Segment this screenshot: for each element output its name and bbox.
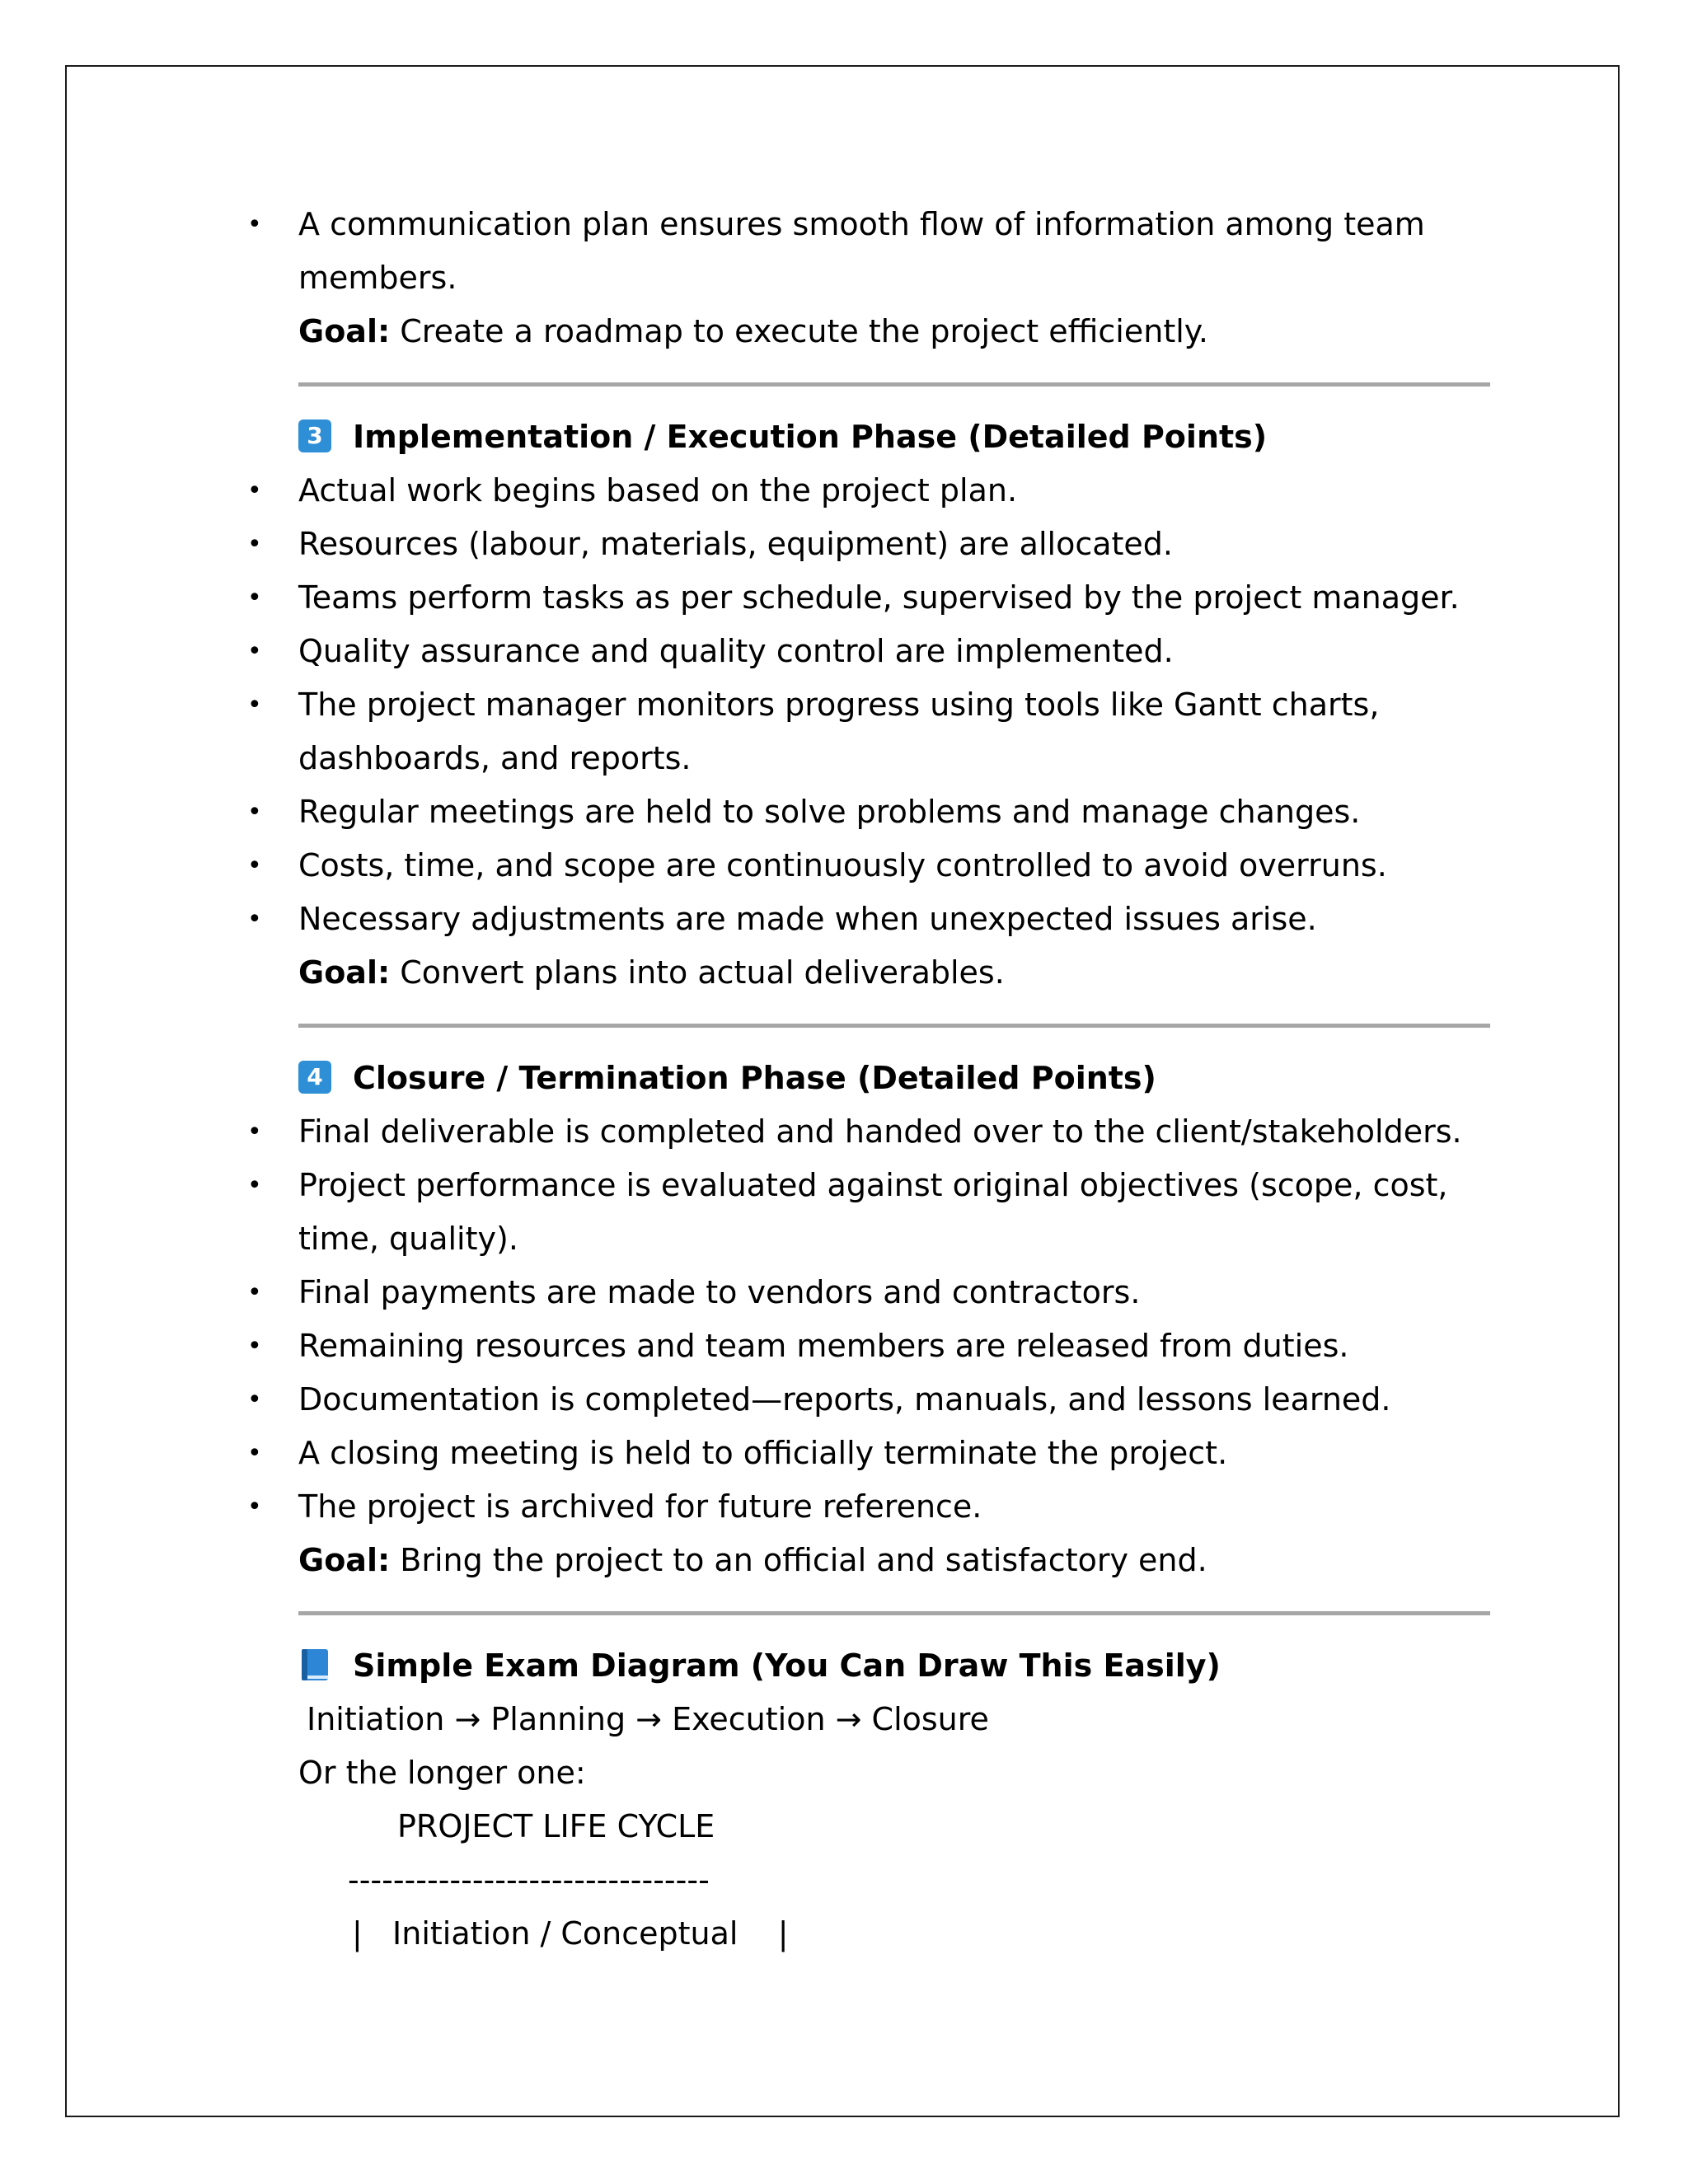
- section-divider: [298, 1611, 1490, 1615]
- list-item: • The project is archived for future reference.: [232, 1480, 1510, 1534]
- list-item: • Quality assurance and quality control are implemented.: [232, 625, 1510, 678]
- section-heading-diagram: [232, 1639, 1510, 1693]
- list-item: • Necessary adjustments are made when unexpected issues arise.: [232, 893, 1510, 946]
- keycap-3-icon: 3: [298, 419, 331, 452]
- blue-book-icon: [298, 1647, 331, 1682]
- or-line: Or the longer one:: [298, 1755, 586, 1791]
- list-item: • Final deliverable is completed and handed over to the client/stakeholders.: [232, 1105, 1510, 1159]
- list-item: • Regular meetings are held to solve problems and manage changes.: [232, 785, 1510, 839]
- goal-label: Goal:: [298, 954, 391, 991]
- diagram-box-row: | Initiation / Conceptual |: [352, 1915, 789, 1952]
- flow-line: Initiation → Planning → Execution → Closure: [307, 1701, 989, 1737]
- list-item: • Teams perform tasks as per schedule, supervised by the project manager.: [232, 571, 1510, 625]
- section-title: Implementation / Execution Phase (Detailed Points): [353, 419, 1268, 455]
- list-item: • Actual work begins based on the project plan.: [232, 464, 1510, 518]
- section-divider: [298, 1024, 1490, 1028]
- list-item-continuation: members.: [298, 260, 457, 296]
- list-item: • Costs, time, and scope are continuously controlled to avoid overruns.: [232, 839, 1510, 893]
- goal-line: [232, 305, 1510, 359]
- section-title: Simple Exam Diagram (You Can Draw This Easily): [353, 1647, 1221, 1684]
- list-item: • Resources (labour, materials, equipment) are allocated.: [232, 518, 1510, 571]
- list-item-continuation: dashboards, and reports.: [298, 740, 692, 776]
- list-item: • Final payments are made to vendors and contractors.: [232, 1266, 1510, 1319]
- list-item: • A closing meeting is held to officially terminate the project.: [232, 1427, 1510, 1480]
- diagram-dash-line: --------------------------------: [348, 1862, 710, 1898]
- goal-text: Convert plans into actual deliverables.: [390, 954, 1005, 991]
- document-content: [232, 198, 1510, 1961]
- section-heading-implementation: [232, 410, 1510, 464]
- list-item: • Remaining resources and team members are released from duties.: [232, 1319, 1510, 1373]
- list-item: • A communication plan ensures smooth flow of information among team: [232, 198, 1510, 251]
- section-divider: [298, 382, 1490, 387]
- section-heading-closure: [232, 1052, 1510, 1105]
- section-title: Closure / Termination Phase (Detailed Points): [353, 1060, 1156, 1096]
- goal-label: Goal:: [298, 313, 391, 349]
- list-item: • Project performance is evaluated against original objectives (scope, cost,: [232, 1159, 1510, 1212]
- list-item: • Documentation is completed—reports, manuals, and lessons learned.: [232, 1373, 1510, 1427]
- goal-line: [232, 946, 1510, 1000]
- goal-text: Bring the project to an official and satisfactory end.: [390, 1542, 1207, 1578]
- goal-line: [232, 1534, 1510, 1587]
- goal-text: Create a roadmap to execute the project efficiently.: [390, 313, 1208, 349]
- list-item-continuation: time, quality).: [298, 1221, 518, 1257]
- cycle-title: PROJECT LIFE CYCLE: [397, 1808, 715, 1844]
- keycap-4-icon: 4: [298, 1061, 331, 1094]
- goal-label: Goal:: [298, 1542, 391, 1578]
- list-item: • The project manager monitors progress using tools like Gantt charts,: [232, 678, 1510, 732]
